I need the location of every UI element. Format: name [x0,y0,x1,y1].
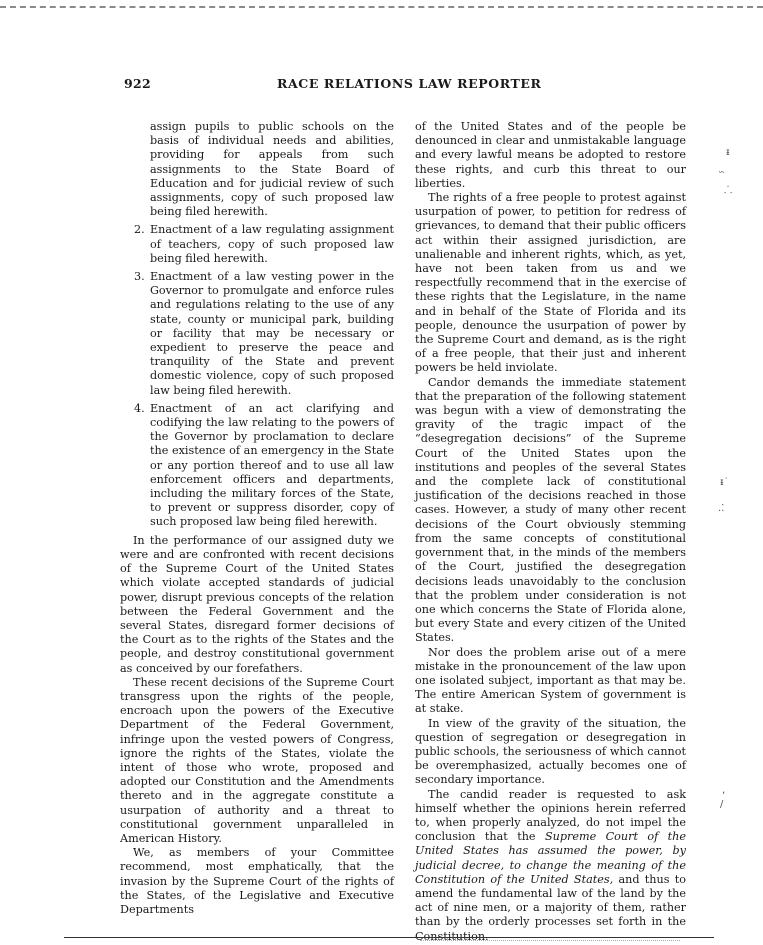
page-number: 922 [124,76,151,91]
body-paragraph: We, as members of your Committee recommend, most emphatically, that the invasion by the Supreme Court of the rights of the States, of the Legislative and Executive Departments [120,846,394,916]
running-title: RACE RELATIONS LAW REPORTER [277,76,542,91]
item-text: Enactment of a law regulating assignment of teachers, copy of such proposed law being filed herewith. [150,223,394,265]
right-column [415,120,686,944]
item-number: 2. [134,223,145,237]
body-paragraph: In view of the gravity of the situation, the question of segregation or desegregation in public schools, the seriousness of which cannot be overemphasized, actually becomes one of secondary importance. [415,716,686,787]
body-paragraph: These recent decisions of the Supreme Court transgress upon the rights of the people, encroach upon the powers of the Executive Department of the Federal Government, infringe upon the vested powers of Congress, ignore the rights of the States, violate the intent of those who wrote, proposed and adopted our Constitution and the Amendments thereto and in the aggregate constitute a usurpation of authority and a threat to constitutional government unparalleled in American History. [120,675,394,845]
body-paragraph: The rights of a free people to protest against usurpation of power, to petition for redress of grievances, to demand that their public officers act within their assigned jurisdiction, are unalienable and inherent rights, which, as yet, have not been taken from us and we respectfully recommend that in the exercise of these rights that the Legislature, in the name and in behalf of the State of Florida and its people, denounce the usurpation of power by the Supreme Court and demand, as is the right of a free people, that their just and inherent powers be held inviolate. [415,191,686,375]
margin-mark: ᵻ˙ [720,477,729,488]
margin-mark: ᵻ [726,147,730,158]
body-paragraph: Candor demands the immediate statement that the preparation of the following statement was begun with a view of demonstrating the gravity of the tragic impact of the “desegregation decisions” of the Supreme Court of the United States upon the institutions and peoples of the several States and the complete lack of constitutional justification of the decisions reached in those cases. However, a study of many other recent decisions of the Court obviously stemming from the same concepts of constitutional government that, in the minds of the members of the Court, justified the desegregation decisions leads unavoidably to the conclusion that the problem under consideration is not one which concerns the State of Florida alone, but every State and every citizen of the United States. [415,375,686,645]
paragraph-continuation: of the United States and of the people be denounced in clear and unmistakable language and every lawful means be adopted to restore these rights, and curb this threat to our liberties. [415,120,686,190]
bottom-edge-rule-faint [420,940,680,941]
item-1-continuation: assign pupils to public schools on the basis of individual needs and abilities, providing for appeals from such assignments to the State Board of Education and for judicial review of such assignments, copy of such proposed law being filed herewith. [150,120,394,219]
margin-mark: , [722,785,726,796]
enumerated-item-3 [120,270,394,398]
left-column [120,120,394,917]
emphasized-text: Supreme Court of the United States has assumed the power, by judicial decree, to change the meaning of the Constitution of the United States, [415,830,686,886]
item-text: Enactment of a law vesting power in the Governor to promulgate and enforce rules and regulations relating to the use of any state, county or municipal park, building or facility that may be necessary or expedient to preserve the peace and tranquility of the State and prevent domestic violence, copy of such proposed law being filed herewith. [150,270,394,397]
margin-mark: ˘ ̀ [718,171,727,182]
bottom-edge-rule [64,937,714,938]
item-number: 3. [134,270,145,284]
margin-mark: ⸫ [724,185,733,196]
body-paragraph: Nor does the problem arise out of a mere mistake in the pronouncement of the law upon one isolated subject, important as that may be. The entire American System of government is at stake. [415,645,686,716]
paragraph-text: The candid reader is requested to ask himself whether the opinions herein referred to, when properly analyzed, do not impel the conclusion that the [415,787,686,844]
enumerated-item-4 [120,402,394,530]
enumerated-item-2 [120,223,394,266]
top-edge-rule [0,6,763,8]
item-number: 4. [134,401,145,415]
margin-mark: / [720,799,724,810]
margin-mark: .⁚ [718,503,725,514]
paragraph-text: and thus to amend the fundamental law of the land by the act of nine men, or a majority of them, rather than by the orderly processes set forth in the Constitution. [415,872,686,943]
body-paragraph: In the performance of our assigned duty we were and are confronted with recent decisions of the Supreme Court of the United States which violate accepted standards of judicial power, disrupt previous concepts of the relation between the Federal Government and the several States, disregard former decisions of the Court as to the rights of the States and the people, and destroy constitutional government as conceived by our forefathers. [120,533,394,675]
item-text: Enactment of an act clarifying and codifying the law relating to the powers of the Governor by proclamation to declare the existence of an emergency in the State or any portion thereof and to use all law enforcement officers and departments, including the military forces of the State, to prevent or suppress disorder, copy of such proposed law being filed herewith. [150,401,394,529]
running-header [124,76,684,92]
body-paragraph-with-emphasis [415,788,686,944]
